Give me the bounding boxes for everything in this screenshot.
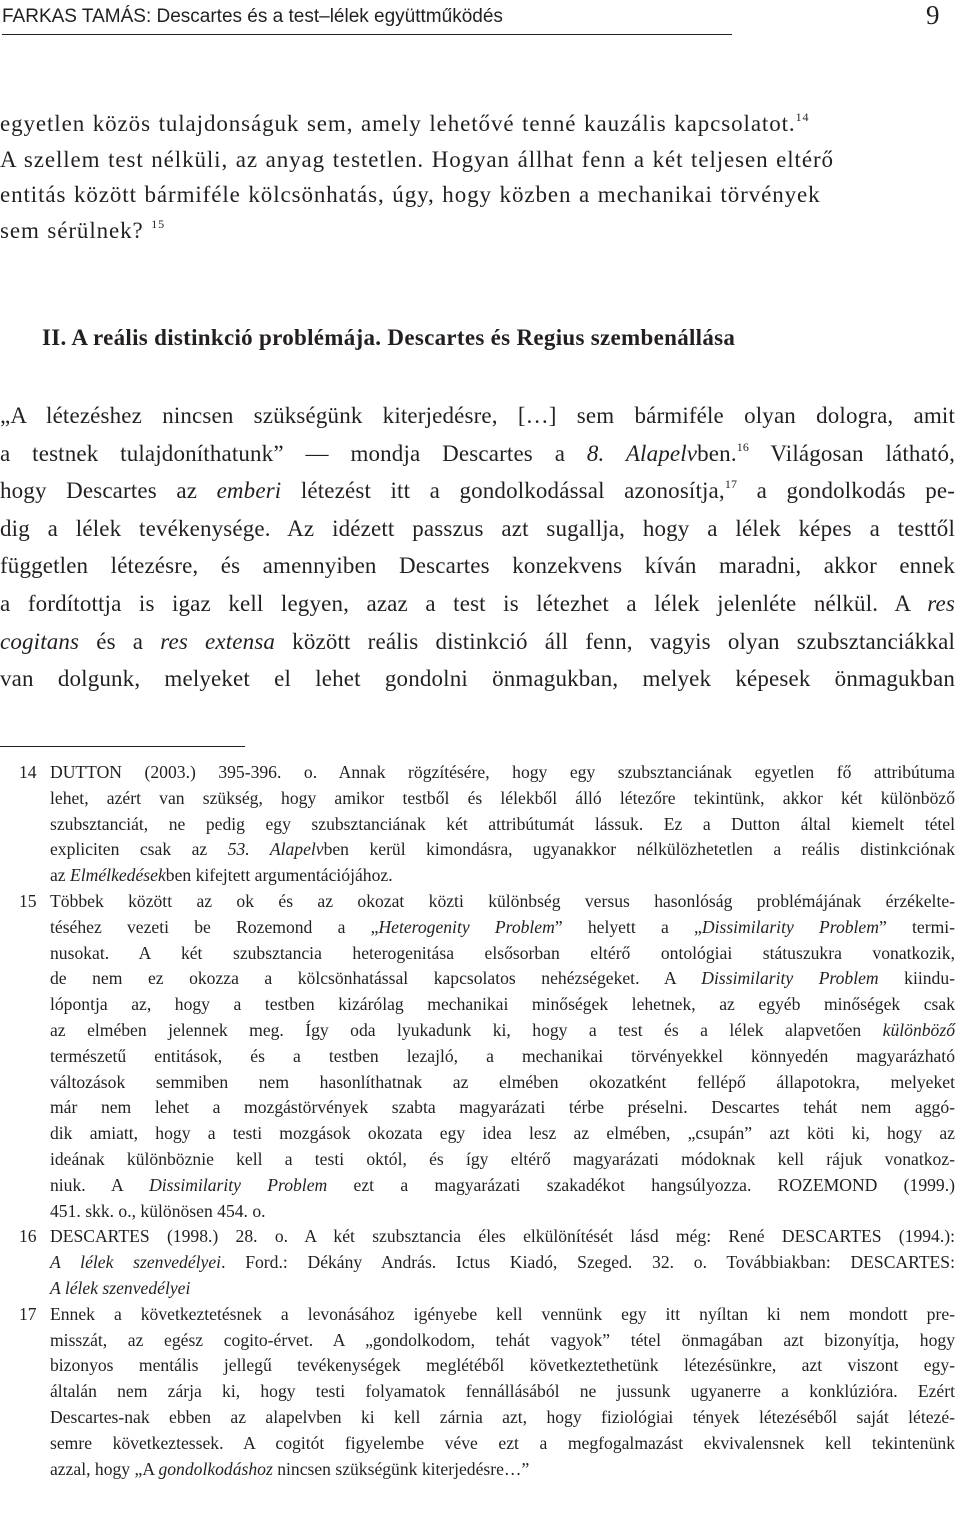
text-line: lehet, azért van szükség, hogy amikor testből és lélekből álló létezőre tekintünk, akkor két különböző [50,787,955,808]
text-line: de nem ez okozza a kölcsönhatással kapcsolatos nehézségeket. A Dissimilarity Problem kiindu- [50,968,955,989]
text-line: általán nem zárja ki, hogy testi folyamatok fennállásából ne jussunk ugyanerre a konklúzióra. Ezért [50,1381,955,1402]
text-line: cogitans és a res extensa között reális distinkció áll fenn, vagyis olyan szubsztanciákkal [0,628,955,654]
text-line: expliciten csak az 53. Alapelvben kerül kimondásra, ugyanakkor nélkülözhetetlen a reális distinkciónak [50,839,955,860]
running-head-title: FARKAS TAMÁS: Descartes és a test–lélek együttműködés [2,6,503,27]
footnote-14 [0,760,955,889]
text-line: független létezésre, és amennyiben Descartes konzekvens kíván maradni, akkor ennek [0,553,955,579]
text-line: sem sérülnek? $^{15}$ [0,216,166,243]
text-line: A lélek szenvedélyei [50,1277,191,1298]
text-line: azzal, hogy „A gondolkodáshoz nincsen szükségünk kiterjedésre…” [50,1458,530,1479]
footnote-number: 15 [19,890,37,911]
text-line: nusokat. A két szubsztancia heterogenitása elsősorban eltérő ontológiai státuszukra vonatkozik, [50,942,955,963]
text-line: az elmében jelennek meg. Így oda lyukadunk ki, hogy a test és a lélek alapvetően különböző [50,1019,955,1040]
text-line: hogy Descartes az emberi létezést itt a gondolkodással azonosítja,$^{17}$ a gondolkodás pe- [0,477,956,504]
text-line: már nem lehet a mozgástörvények szabta magyarázati térbe préselni. Descartes tehát nem aggó- [50,1097,955,1118]
body-paragraph-2 [0,397,955,698]
text-line: szubsztanciát, ne pedig egy szubsztanciának két attribútumát lássuk. Ez a Dutton által kiemelt tétel [50,813,955,834]
footnote-16 [0,1224,955,1301]
text-line: a fordítottja is igaz kell legyen, azaz a test is létezhet a lélek jelenléte nélkül. A res [0,590,955,616]
footnote-ref-14[interactable]: 14 [795,110,810,124]
footnote-separator [0,746,245,747]
text-line: misszát, az egész cogito-érvet. A „gondolkodom, tehát vagyok” tétel önmagában azt bizonyítja, hogy [50,1329,955,1350]
text-line: Ennek a következtetésnek a levonásához igényebe kell vennünk egy itt nyíltan ki nem mondott pre- [50,1303,955,1324]
footnote-ref-16[interactable]: 16 [736,439,750,454]
text-line: „A létezéshez nincsen szükségünk kiterjedésre, […] sem bármiféle olyan dologra, amit [0,403,955,428]
text-line: A szellem test nélküli, az anyag testetlen. Hogyan állhat fenn a két teljesen eltérő [0,146,834,172]
footnote-ref-17[interactable]: 17 [724,477,738,492]
text-line: a testnek tulajdoníthatunk” — mondja Descartes a 8. Alapelvben.$^{16}$ Világosan látható, [0,439,956,466]
footnote-17 [0,1302,955,1483]
section-heading: II. A reális distinkció problémája. Descartes és Regius szembenállása [42,325,736,350]
text-line: ideának különböznie kell a testi októl, és így eltérő magyarázati módoknak kell rájuk vonatkoz- [50,1148,955,1169]
text-line: bizonyos mentális jellegű tevékenységek meglétéből következtethetünk létezésünkre, azt viszont egy- [50,1355,955,1376]
running-head [2,4,732,35]
text-line: semre következtessek. A cogitót figyelembe véve ezt a megfogalmazást ekvivalensnek kell tekintenünk [50,1432,955,1453]
footnote-15 [0,889,955,1224]
page-number: 9 [926,0,940,30]
text-line: dig a lélek tevékenysége. Az idézett passzus azt sugallja, hogy a lélek képes a testtől [0,515,955,541]
text-line: az Elmélkedésekben kifejtett argumentációjához. [50,865,393,886]
footnotes [0,760,955,1482]
text-line: van dolgunk, melyeket el lehet gondolni önmagukban, melyek képesek önmagukban [0,666,955,692]
text-line: lópontja az, hogy a testben kizárólag mechanikai minőségek lehetnek, az egyéb minőségek csak [50,994,955,1015]
text-line: DESCARTES (1998.) 28. o. A két szubsztancia éles elkülönítését lásd még: René DESCARTES (1994.): [50,1226,955,1247]
text-line: DUTTON (2003.) 395-396. o. Annak rögzítésére, hogy egy szubsztanciának egyetlen fő attribútuma [50,762,955,782]
text-line: változások semmiben nem hasonlíthatnak az elmében okozatként fellépő állapotokra, melyeket [50,1071,955,1092]
footnote-number: 17 [19,1303,37,1324]
text-line: entitás között bármiféle kölcsönhatás, úgy, hogy közben a mechanikai törvények [0,182,821,208]
text-line: téséhez vezeti be Rozemond a „Heterogenity Problem” helyett a „Dissimilarity Problem” termi- [50,916,955,937]
footnote-number: 16 [19,1226,37,1247]
text-line: 451. skk. o., különösen 454. o. [50,1200,266,1221]
body-paragraph-1 [0,106,952,248]
text-line: Többek között az ok és az okozat közti különbség versus hasonlóság problémájának érzékelte- [50,890,955,911]
text-line: A lélek szenvedélyei. Ford.: Dékány András. Ictus Kiadó, Szeged. 32. o. Továbbiakban: DESCARTES: [50,1252,955,1273]
text-line: dik amiatt, hogy a testi mozgások okozata egy idea lesz az elmében, „csupán” azt köti ki, hogy az [50,1123,955,1144]
footnote-number: 14 [19,762,37,782]
text-line: természetű entitások, és a testben lezajló, a mechanikai törvényekkel könnyedén magyarázható [50,1045,955,1066]
text-line: Descartes-nak ebben az alapelvben ki kell zárnia azt, hogy fiziológiai tények létezéséből saját létezé- [50,1406,955,1427]
text-line: egyetlen közös tulajdonságuk sem, amely lehetővé tenné kauzális kapcsolatot.$^{14}$ [0,110,810,136]
footnote-ref-15[interactable]: 15 [151,216,166,231]
text-line: niuk. A Dissimilarity Problem ezt a magyarázati szakadékot hangsúlyozza. ROZEMOND (1999.) [50,1174,955,1195]
